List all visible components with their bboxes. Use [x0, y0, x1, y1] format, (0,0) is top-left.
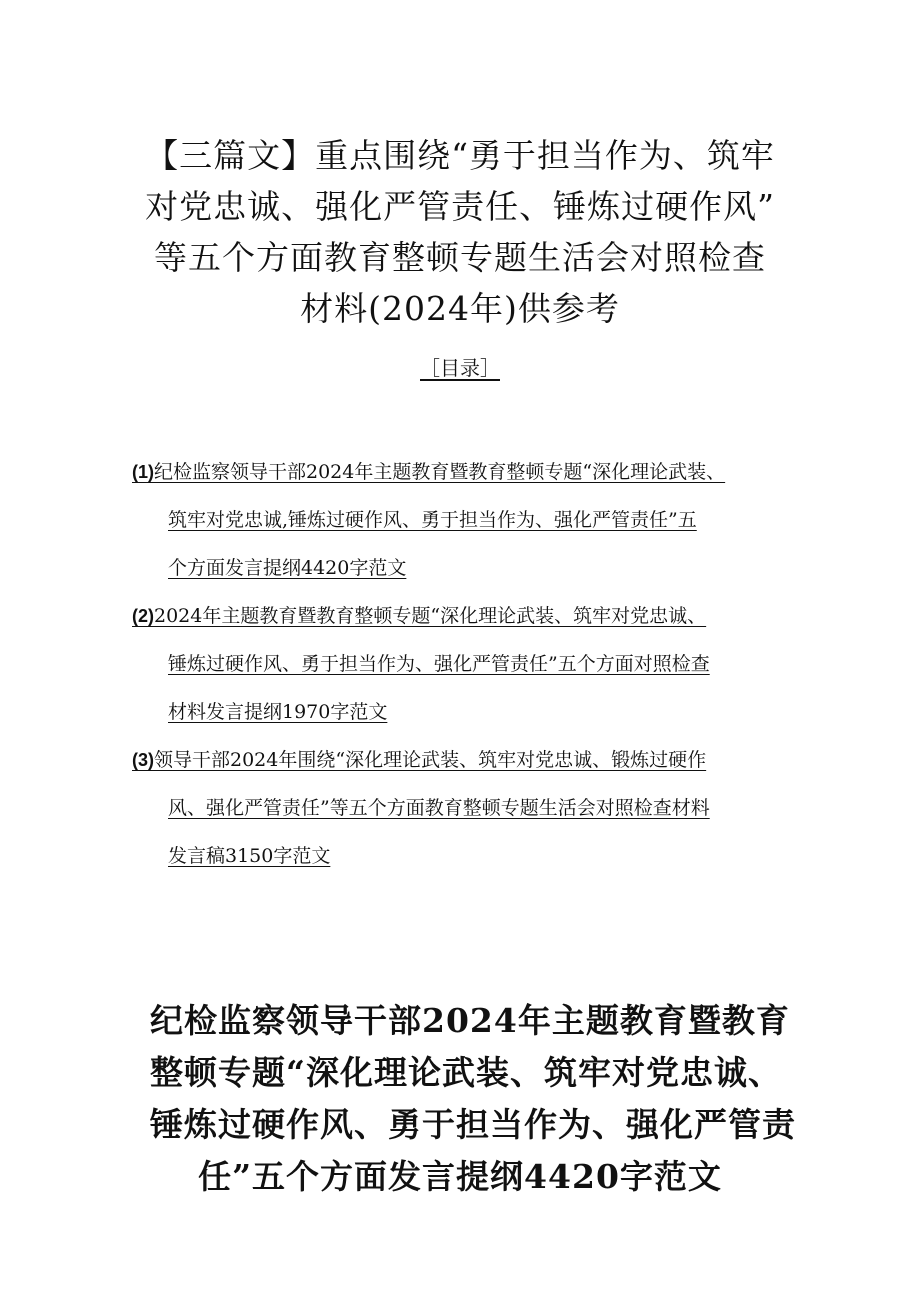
toc-item-text: 材料发言提纲1970字范文 [168, 701, 388, 723]
main-title-line: 对党忠诚、强化严管责任、锤炼过硬作风” [145, 187, 775, 227]
section-title [150, 995, 796, 1203]
table-of-contents [132, 448, 812, 880]
toc-item-number: (2) [132, 606, 154, 626]
main-title-line: 【三篇文】重点围绕“勇于担当作为、筑牢 [145, 136, 775, 176]
toc-link-2[interactable] [132, 592, 812, 736]
toc-item-text: 发言稿3150字范文 [168, 845, 331, 867]
toc-item-line [132, 784, 812, 832]
section-title-line: 锤炼过硬作风、勇于担当作为、强化严管责 [150, 1105, 796, 1145]
toc-item-text: 风、强化严管责任”等五个方面教育整顿专题生活会对照检查材料 [168, 797, 710, 819]
section-title-line: 整顿专题“深化理论武装、筑牢对党忠诚、 [150, 1053, 782, 1093]
toc-item-number: (3) [132, 750, 154, 770]
toc-item-text: 领导干部2024年围绕“深化理论武装、筑牢对党忠诚、锻炼过硬作 [154, 749, 707, 771]
toc-item-text: 纪检监察领导干部2024年主题教育暨教育整顿专题“深化理论武装、 [154, 461, 726, 483]
toc-item-line [132, 832, 812, 880]
main-title-line: 材料(2024年)供参考 [300, 289, 620, 329]
toc-item-line [132, 496, 812, 544]
toc-item-line [132, 736, 812, 784]
toc-item-line [132, 592, 812, 640]
toc-item-text: 锤炼过硬作风、勇于担当作为、强化严管责任”五个方面对照检查 [168, 653, 710, 675]
toc-item-number: (1) [132, 462, 154, 482]
toc-item-line [132, 448, 812, 496]
toc-item-text: 筑牢对党忠诚,锤炼过硬作风、勇于担当作为、强化严管责任”五 [168, 509, 697, 531]
toc-item-line [132, 688, 812, 736]
toc-link-3[interactable] [132, 736, 812, 880]
toc-link-1[interactable] [132, 448, 812, 592]
toc-item-line [132, 640, 812, 688]
toc-item-text: 2024年主题教育暨教育整顿专题“深化理论武装、筑牢对党忠诚、 [154, 605, 707, 627]
toc-heading: ［目录］ [420, 356, 500, 380]
section-title-line: 纪检监察领导干部2024年主题教育暨教育 [150, 1001, 790, 1041]
main-title [140, 130, 780, 334]
toc-item-text: 个方面发言提纲4420字范文 [168, 557, 407, 579]
main-title-line: 等五个方面教育整顿专题生活会对照检查 [154, 238, 766, 278]
toc-item-line [132, 544, 812, 592]
section-title-line: 任”五个方面发言提纲4420字范文 [198, 1157, 722, 1197]
